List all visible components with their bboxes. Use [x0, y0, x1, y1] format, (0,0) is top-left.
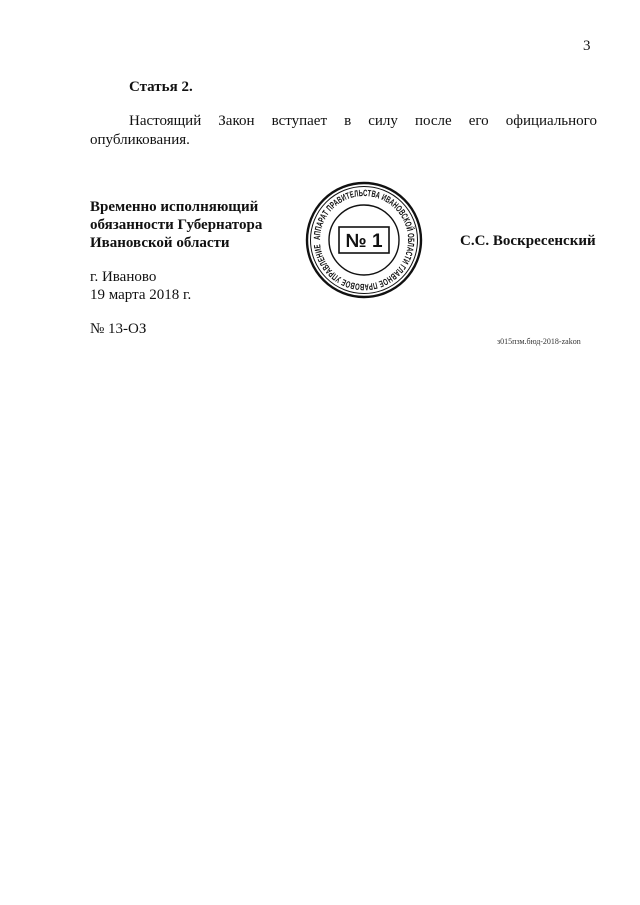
article-word: вступает [271, 113, 328, 129]
page-number: 3 [583, 38, 591, 54]
seal-center-text: № 1 [345, 231, 383, 252]
official-seal [304, 180, 424, 300]
article-word: официального [505, 113, 597, 129]
signer-name: С.С. Воскресенский [460, 233, 596, 249]
file-code: з015пзм.бюд-2018-zakon [497, 337, 581, 346]
place: г. Иваново [90, 269, 157, 285]
article-word: Закон [218, 113, 255, 129]
article-word: в [344, 113, 352, 129]
article-word: силу [368, 113, 398, 129]
seal-ring-text: АППАРАТ ПРАВИТЕЛЬСТВА ИВАНОВСКОЙ ОБЛАСТИ ГЛАВНОЕ ПРАВОВОЕ УПРАВЛЕНИЕ [311, 187, 417, 293]
article-word: Настоящий [129, 113, 202, 129]
article-word: его [468, 113, 489, 129]
signer-position-line: обязанности Губернатора [90, 217, 263, 233]
article-body [90, 112, 597, 150]
article-body-line1 [90, 112, 597, 131]
place-date [90, 268, 191, 304]
article-body-line2: опубликования. [90, 132, 190, 148]
signer-position-line: Временно исполняющий [90, 199, 259, 215]
article-title: Статья 2. [129, 79, 193, 95]
date: 19 марта 2018 г. [90, 287, 192, 303]
article-word: после [414, 113, 452, 129]
law-number: № 13-ОЗ [90, 321, 147, 337]
signer-position-line: Ивановской области [90, 235, 230, 251]
signer-position [90, 198, 262, 252]
